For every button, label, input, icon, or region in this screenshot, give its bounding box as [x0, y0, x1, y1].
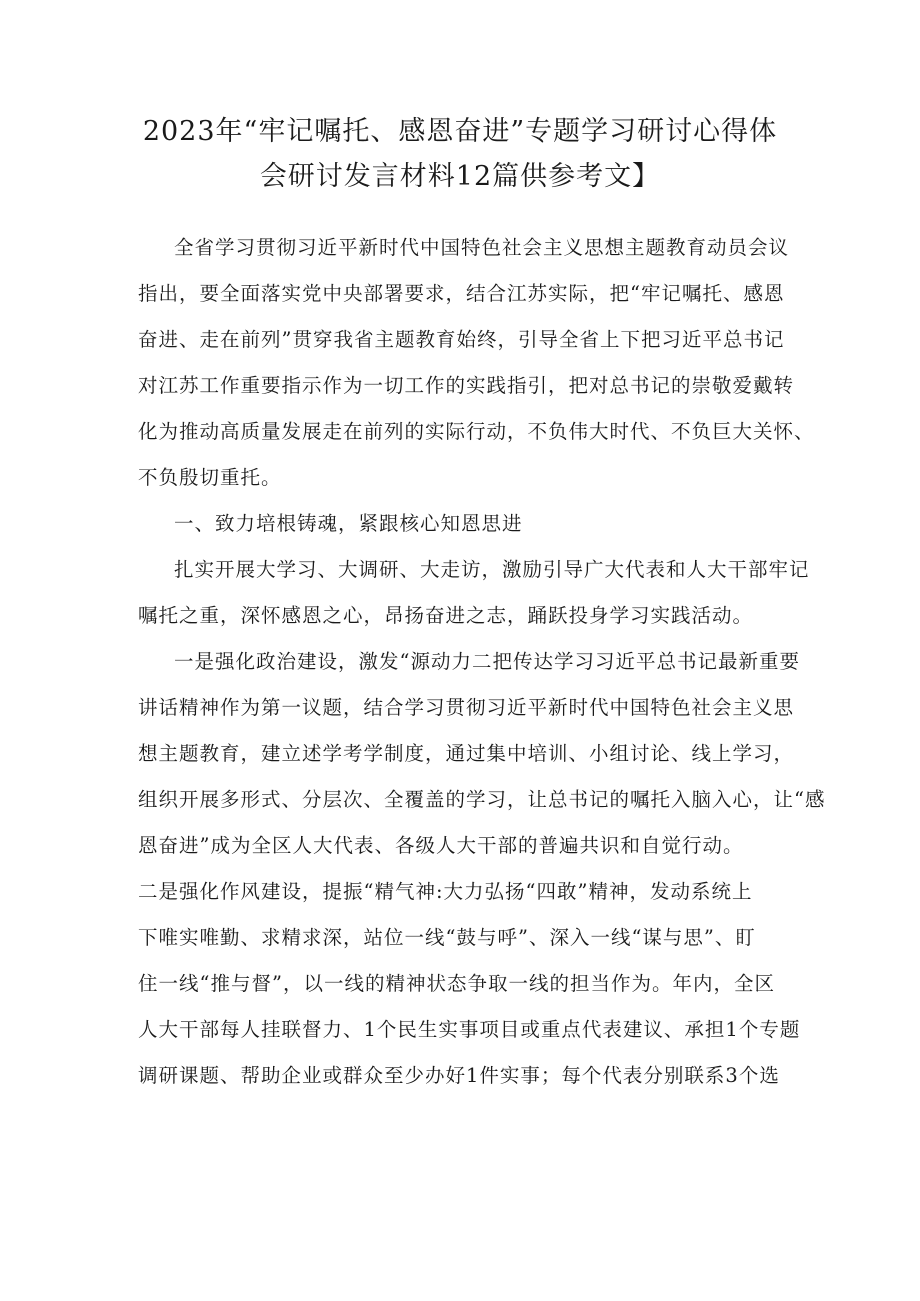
document-title-line-2: 会研讨发言材料12篇供参考文】	[259, 161, 661, 192]
body-line: 嘱托之重，深怀感恩之心，昂扬奋进之志，踊跃投身学习实践活动。	[138, 604, 754, 627]
document-title-line-1: 2023年“牢记嘱托、感恩奋进”专题学习研讨心得体	[142, 116, 778, 147]
body-line: 住一线“推与督”，以一线的精神状态争取一线的担当作为。年内，全区	[138, 972, 775, 995]
body-line: 恩奋进”成为全区人大代表、各级人大干部的普遍共识和自觉行动。	[138, 834, 744, 857]
body-line: 奋进、走在前列”贯穿我省主题教育始终，引导全省上下把习近平总书记	[138, 328, 785, 351]
body-line: 扎实开展大学习、大调研、大走访，激励引导广大代表和人大干部牢记	[174, 558, 810, 581]
body-line: 人大干部每人挂联督力、1个民生实事项目或重点代表建议、承担1个专题	[138, 1018, 801, 1041]
body-line: 讲话精神作为第一议题，结合学习贯彻习近平新时代中国特色社会主义思	[138, 696, 795, 719]
body-line: 化为推动高质量发展走在前列的实际行动，不负伟大时代、不负巨大关怀、	[138, 420, 815, 443]
body-line: 调研课题、帮助企业或群众至少办好1件实事；每个代表分别联系3个选	[138, 1064, 780, 1087]
body-line: 二是强化作风建设，提振“精气神:大力弘扬“四敢”精神，发动系统上	[138, 880, 753, 903]
body-line: 组织开展多形式、分层次、全覆盖的学习，让总书记的嘱托入脑入心，让“感	[138, 788, 826, 811]
body-line: 对江苏工作重要指示作为一切工作的实践指引，把对总书记的崇敬爱戴转	[138, 374, 795, 397]
body-line: 全省学习贯彻习近平新时代中国特色社会主义思想主题教育动员会议	[174, 236, 790, 259]
body-line: 下唯实唯勤、求精求深，站位一线“鼓与呼”、深入一线“谋与思”、盯	[138, 926, 756, 949]
body-line: 不负殷切重托。	[138, 466, 282, 489]
body-line: 一是强化政治建设，激发“源动力二把传达学习习近平总书记最新重要	[174, 650, 800, 673]
section-heading: 一、致力培根铸魂，紧跟核心知恩思进	[174, 512, 523, 535]
body-line: 想主题教育，建立述学考学制度，通过集中培训、小组讨论、线上学习，	[138, 742, 795, 765]
body-line: 指出，要全面落实党中央部署要求，结合江苏实际，把“牢记嘱托、感恩	[138, 282, 785, 305]
